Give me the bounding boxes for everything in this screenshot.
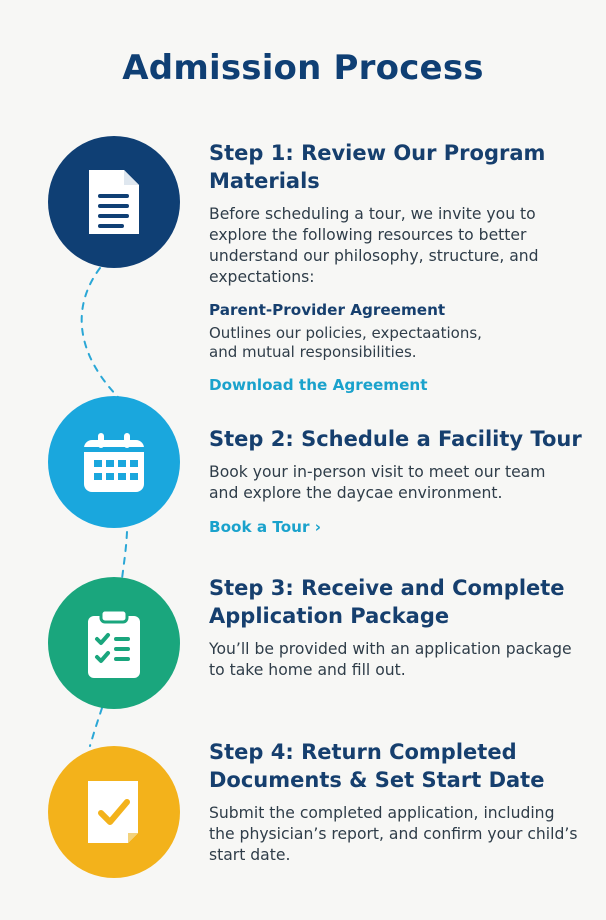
step-2-description: Book your in-person visit to meet our team and explore the daycae environment. [209,463,546,502]
document-icon [81,166,147,238]
agreement-description: Outlines our policies, expectaations, and mutual responsibilities. [209,324,482,361]
connector-dash-1 [82,268,118,397]
step-2-title: Step 2: Schedule a Facility Tour [209,427,582,451]
calendar-icon [78,429,150,495]
step-3-description: You’ll be provided with an application package to take home and fill out. [209,640,572,679]
checked-document-icon [81,776,147,848]
step-4-title: Step 4: Return Completed Documents & Set Start Date [209,740,545,792]
step-1-content [209,139,591,395]
step-3-badge [48,577,180,709]
step-4-badge [48,746,180,878]
download-agreement-link[interactable]: Download the Agreement [209,376,428,394]
step-4-content [209,738,591,866]
step-3-content [209,574,591,681]
step-2-badge [48,396,180,528]
step-1-title: Step 1: Review Our Program Materials [209,141,546,193]
step-3-title: Step 3: Receive and Complete Application Package [209,576,565,628]
step-4-description: Submit the completed application, including the physician’s report, and confirm your child’s start date. [209,804,578,864]
agreement-heading: Parent-Provider Agreement [209,301,446,319]
page-title: Admission Process [122,48,484,88]
step-1-description: Before scheduling a tour, we invite you to explore the following resources to better understand our philosophy, structure, and expectations: [209,205,539,286]
step-2-content [209,425,591,537]
book-tour-link[interactable]: Book a Tour › [209,518,321,536]
connector-dash-3 [90,708,102,746]
step-1-badge [48,136,180,268]
connector-dash-2 [122,532,127,579]
clipboard-checklist-icon [83,606,145,680]
